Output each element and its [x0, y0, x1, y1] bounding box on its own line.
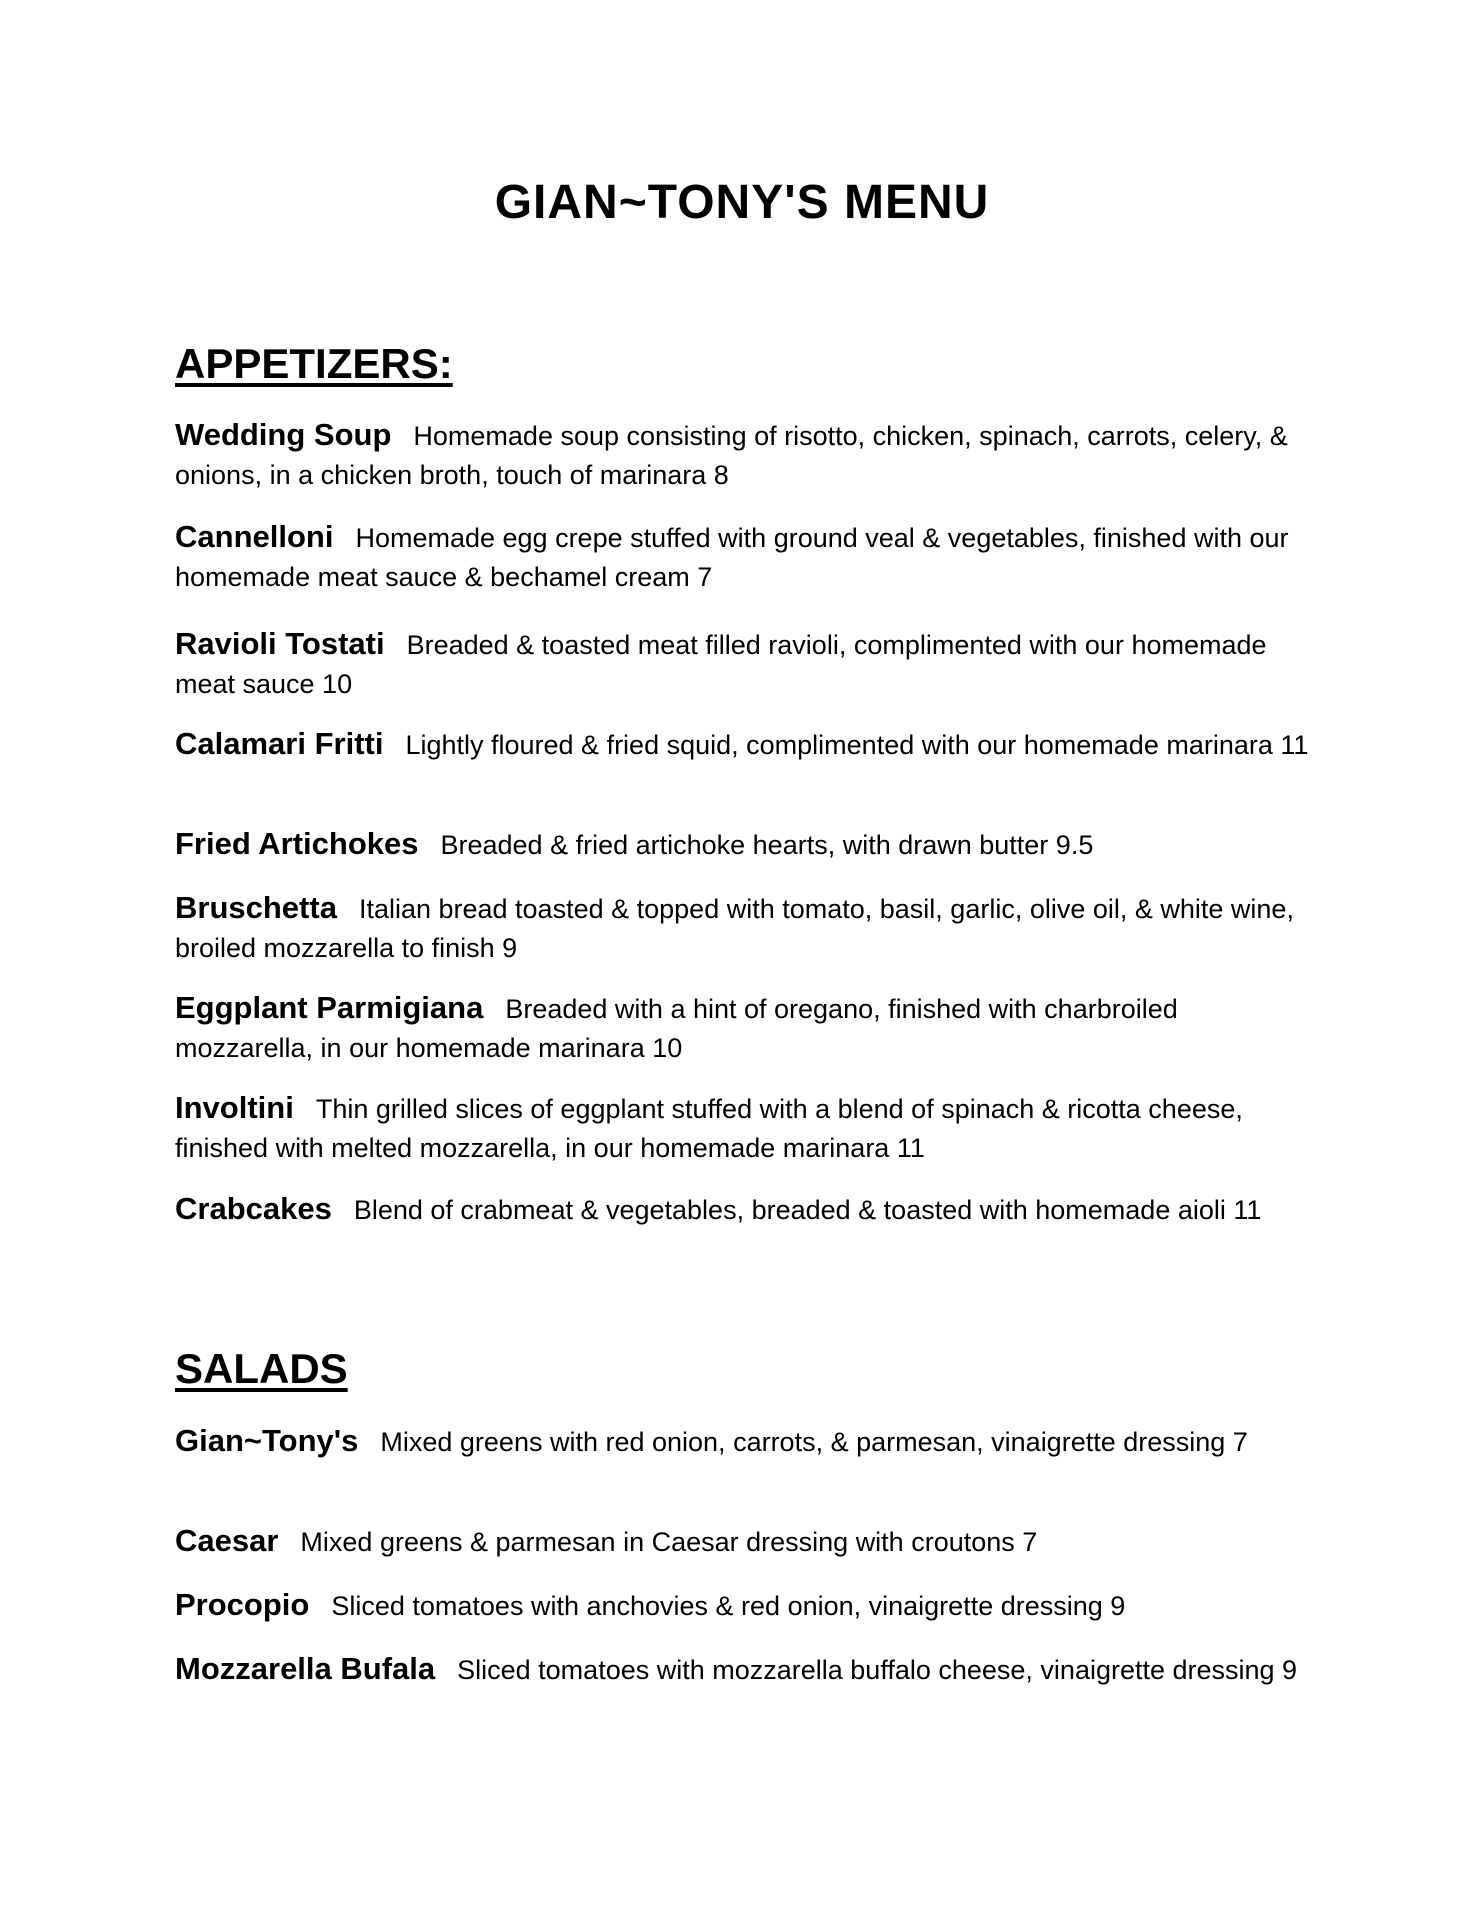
item-description: Breaded & toasted meat filled ravioli, complimented with our homemade meat sauce 10	[175, 630, 1267, 699]
menu-item	[175, 988, 1315, 1068]
item-description: Thin grilled slices of eggplant stuffed with a blend of spinach & ricotta cheese, finished with melted mozzarella, in our homemade marinara 11	[175, 1094, 1243, 1163]
menu-item	[175, 1521, 1315, 1562]
item-description: Breaded with a hint of oregano, finished with charbroiled mozzarella, in our homemade marinara 10	[175, 994, 1178, 1063]
menu-item	[175, 624, 1315, 704]
item-description: Homemade egg crepe stuffed with ground veal & vegetables, finished with our homemade meat sauce & bechamel cream 7	[175, 523, 1289, 592]
menu-item	[175, 1088, 1315, 1168]
menu-item	[175, 824, 1315, 865]
menu-item	[175, 415, 1315, 495]
menu-item	[175, 1189, 1315, 1230]
item-description: Blend of crabmeat & vegetables, breaded & toasted with homemade aioli 11	[353, 1195, 1262, 1225]
item-name: Cannelloni	[175, 519, 334, 554]
item-description: Italian bread toasted & topped with tomato, basil, garlic, olive oil, & white wine, broiled mozzarella to finish 9	[175, 894, 1294, 963]
item-name: Bruschetta	[175, 890, 337, 925]
item-name: Wedding Soup	[175, 417, 392, 452]
item-name: Fried Artichokes	[175, 826, 419, 861]
item-name: Mozzarella Bufala	[175, 1651, 436, 1686]
section-heading-appetizers: APPETIZERS:	[175, 340, 453, 387]
item-name: Involtini	[175, 1090, 294, 1125]
item-name: Crabcakes	[175, 1191, 332, 1226]
menu-item	[175, 724, 1315, 765]
item-description: Breaded & fried artichoke hearts, with drawn butter 9.5	[440, 830, 1094, 860]
item-name: Ravioli Tostati	[175, 626, 385, 661]
page-title: GIAN~TONY'S MENU	[494, 176, 990, 229]
menu-item	[175, 517, 1315, 597]
section-heading-salads: SALADS	[175, 1345, 348, 1392]
menu-item	[175, 1421, 1315, 1462]
item-name: Procopio	[175, 1587, 310, 1622]
menu-item	[175, 888, 1315, 968]
item-name: Eggplant Parmigiana	[175, 990, 484, 1025]
menu-item	[175, 1585, 1315, 1626]
item-description: Sliced tomatoes with anchovies & red onion, vinaigrette dressing 9	[331, 1591, 1126, 1621]
item-name: Caesar	[175, 1523, 279, 1558]
item-name: Gian~Tony's	[175, 1423, 359, 1458]
item-name: Calamari Fritti	[175, 726, 384, 761]
item-description: Homemade soup consisting of risotto, chicken, spinach, carrots, celery, & onions, in a chicken broth, touch of marinara 8	[175, 421, 1288, 490]
item-description: Lightly floured & fried squid, complimented with our homemade marinara 11	[405, 730, 1309, 760]
item-description: Sliced tomatoes with mozzarella buffalo cheese, vinaigrette dressing 9	[457, 1655, 1298, 1685]
item-description: Mixed greens & parmesan in Caesar dressing with croutons 7	[300, 1527, 1038, 1557]
menu-item	[175, 1649, 1315, 1690]
item-description: Mixed greens with red onion, carrots, & parmesan, vinaigrette dressing 7	[380, 1427, 1248, 1457]
